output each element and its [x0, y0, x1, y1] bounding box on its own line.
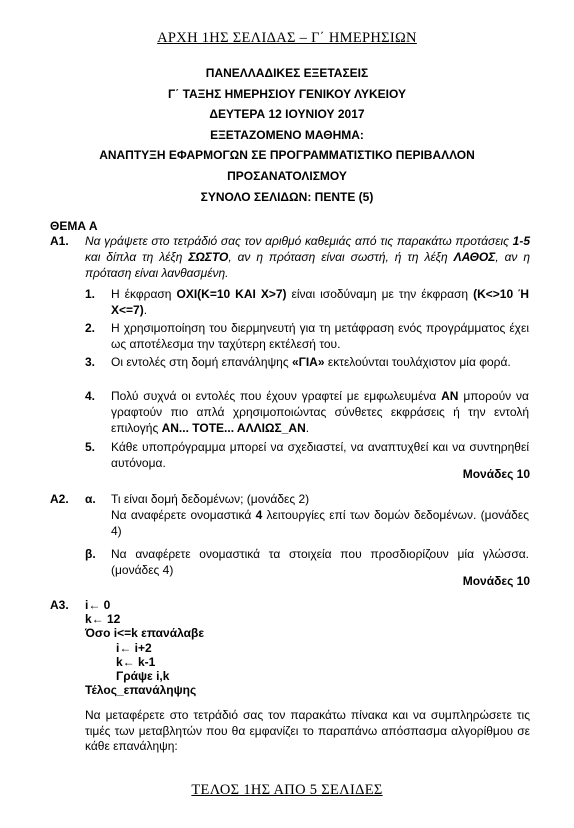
code-line: i← 0: [85, 598, 111, 612]
statement-2: Η χρησιμοποίηση του διερμηνευτή για τη μετάφραση ενός προγράμματος έχει ως αποτέλεσμα την ταχύτερη εκτέλεσή του.: [111, 321, 529, 351]
statement-4: Πολύ συχνά οι εντολές που έχουν γραφτεί με εμφωλευμένα ΑΝ μπορούν να γραφτούν πιο απλά χρησιμοποιώντας σύνθετες εκφράσεις ή την εντολή επιλογής ΑΝ... ΤΟΤΕ... ΑΛΛΙΩΣ_ΑΝ.: [111, 389, 529, 435]
code-line: i← i+2: [116, 641, 152, 655]
statement-number: 5.: [85, 440, 96, 454]
statement-number: 3.: [85, 355, 96, 369]
exam-header-line: Γ΄ ΤΑΞΗΣ ΗΜΕΡΗΣΙΟΥ ΓΕΝΙΚΟΥ ΛΥΚΕΙΟΥ: [168, 86, 406, 101]
exam-header-line: ΣΥΝΟΛΟ ΣΕΛΙΔΩΝ: ΠΕΝΤΕ (5): [200, 189, 374, 204]
statement-3: Οι εντολές στη δομή επανάληψης «ΓΙΑ» εκτελούνται τουλάχιστον μία φορά.: [111, 355, 511, 369]
exam-header-line: ΔΕΥΤΕΡΑ 12 ΙΟΥΝΙΟΥ 2017: [209, 107, 365, 122]
marks-a2: Μονάδες 10: [462, 574, 530, 588]
part-beta-label: β.: [85, 547, 96, 561]
exam-header-line: ΠΡΟΣΑΝΑΤΟΛΙΣΜΟΥ: [227, 168, 347, 183]
part-alpha-line2: Να αναφέρετε ονομαστικά 4 λειτουργίες επί των δομών δεδομένων. (μονάδες 4): [111, 508, 529, 538]
code-line: Τέλος_επανάληψης: [85, 683, 197, 697]
code-line: Όσο i<=k επανάλαβε: [85, 626, 205, 640]
statement-1: Η έκφραση ΟΧΙ(Κ=10 ΚΑΙ Χ>7) είναι ισοδύναμη με την έκφραση (Κ<>10 Ή Χ<=7).: [111, 287, 529, 317]
exam-header-line: ΕΞΕΤΑΖΟΜΕΝΟ ΜΑΘΗΜΑ:: [210, 127, 364, 142]
question-a2-label: Α2.: [50, 492, 69, 506]
question-a3-label: Α3.: [50, 598, 69, 612]
part-alpha-label: α.: [85, 492, 96, 506]
marks-a1: Μονάδες 10: [462, 467, 530, 481]
code-line: k← 12: [85, 612, 121, 626]
theme-title: ΘΕΜΑ Α: [50, 219, 98, 233]
code-line: Γράψε i,k: [116, 669, 170, 683]
question-a3-instruction: Να μεταφέρετε στο τετράδιό σας τον παρακάτω πίνακα και να συμπληρώσετε τις τιμές των μεταβλητών που θα εμφανίζει το παραπάνω απόσπασμα αλγορίθμου σε κάθε επανάληψη:: [85, 708, 530, 753]
statement-number: 1.: [85, 287, 96, 301]
page-footer: ΤΕΛΟΣ 1ΗΣ ΑΠΟ 5 ΣΕΛΙΔΕΣ: [191, 782, 383, 798]
part-beta-text: Να αναφέρετε ονομαστικά τα στοιχεία που προσδιορίζουν μία γλώσσα. (μονάδες 4): [111, 547, 529, 577]
exam-header-line: ΠΑΝΕΛΛΑΔΙΚΕΣ ΕΞΕΤΑΣΕΙΣ: [205, 66, 369, 80]
part-alpha-line1: Τι είναι δομή δεδομένων; (μονάδες 2): [111, 492, 310, 506]
exam-header: [0, 63, 574, 207]
statement-5: Κάθε υποπρόγραμμα μπορεί να σχεδιαστεί, να αναπτυχθεί και να συντηρηθεί αυτόνομα.: [111, 440, 529, 470]
question-a1-instructions: Να γράψετε στο τετράδιό σας τον αριθμό καθεμιάς από τις παρακάτω προτάσεις 1-5 και δίπλα τη λέξη ΣΩΣΤΟ, αν η πρόταση είναι σωστή, ή τη λέξη ΛΑΘΟΣ, αν η πρόταση είναι λανθασμένη.: [85, 234, 531, 280]
statement-number: 2.: [85, 321, 96, 335]
question-a1-label: Α1.: [50, 234, 69, 248]
code-line: k← k-1: [116, 655, 156, 669]
page-header: ΑΡΧΗ 1ΗΣ ΣΕΛΙΔΑΣ – Γ΄ ΗΜΕΡΗΣΙΩΝ: [157, 30, 417, 46]
exam-header-line: ΑΝΑΠΤΥΞΗ ΕΦΑΡΜΟΓΩΝ ΣΕ ΠΡΟΓΡΑΜΜΑΤΙΣΤΙΚΟ ΠΕΡΙΒΑΛΛΟΝ: [99, 148, 475, 163]
statement-number: 4.: [85, 389, 96, 403]
